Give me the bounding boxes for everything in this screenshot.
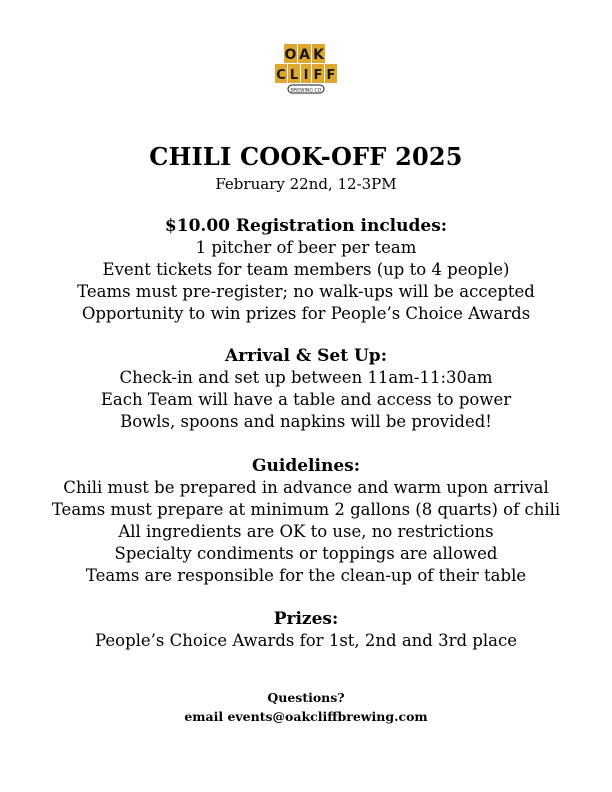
registration-section bbox=[0, 215, 612, 325]
registration-item: 1 pitcher of beer per team bbox=[195, 238, 417, 257]
guideline-item: Specialty condiments or toppings are allowed bbox=[114, 544, 498, 563]
guidelines-section bbox=[0, 455, 612, 587]
arrival-section bbox=[0, 345, 612, 433]
svg-text:I: I bbox=[303, 68, 309, 83]
svg-text:L: L bbox=[289, 68, 299, 83]
arrival-item: Each Team will have a table and access to power bbox=[100, 390, 512, 409]
svg-text:C: C bbox=[276, 68, 286, 83]
arrival-heading: Arrival & Set Up: bbox=[225, 346, 387, 366]
prizes-section bbox=[0, 608, 612, 652]
questions-label: Questions? bbox=[267, 690, 345, 705]
guideline-item: Teams are responsible for the clean-up of their table bbox=[85, 566, 527, 585]
event-date: February 22nd, 12-3PM bbox=[215, 175, 397, 193]
prize-item: People’s Choice Awards for 1st, 2nd and 3rd place bbox=[95, 631, 517, 650]
registration-item: Event tickets for team members (up to 4 people) bbox=[102, 260, 510, 279]
arrival-item: Bowls, spoons and napkins will be provided! bbox=[120, 412, 492, 431]
oak-cliff-brewing-logo bbox=[274, 42, 338, 98]
registration-item: Teams must pre-register; no walk-ups will be accepted bbox=[77, 282, 535, 301]
svg-text:F: F bbox=[326, 68, 336, 83]
svg-text:F: F bbox=[313, 68, 323, 83]
arrival-item: Check-in and set up between 11am-11:30am bbox=[119, 368, 493, 387]
guideline-item: All ingredients are OK to use, no restrictions bbox=[118, 522, 494, 541]
svg-text:O: O bbox=[284, 47, 297, 63]
contact-footer bbox=[0, 688, 612, 726]
prizes-heading: Prizes: bbox=[273, 609, 339, 629]
page-title: CHILI COOK-OFF 2025 bbox=[149, 142, 463, 171]
registration-heading: $10.00 Registration includes: bbox=[164, 216, 448, 236]
guidelines-heading: Guidelines: bbox=[252, 456, 360, 476]
guideline-item: Chili must be prepared in advance and warm upon arrival bbox=[63, 478, 549, 497]
svg-text:BREWING CO: BREWING CO bbox=[290, 88, 322, 94]
svg-text:A: A bbox=[299, 47, 310, 63]
registration-item: Opportunity to win prizes for People’s Choice Awards bbox=[81, 304, 531, 323]
svg-text:K: K bbox=[313, 47, 324, 63]
contact-email[interactable]: email events@oakcliffbrewing.com bbox=[184, 709, 428, 724]
guideline-item: Teams must prepare at minimum 2 gallons (8 quarts) of chili bbox=[51, 500, 561, 519]
